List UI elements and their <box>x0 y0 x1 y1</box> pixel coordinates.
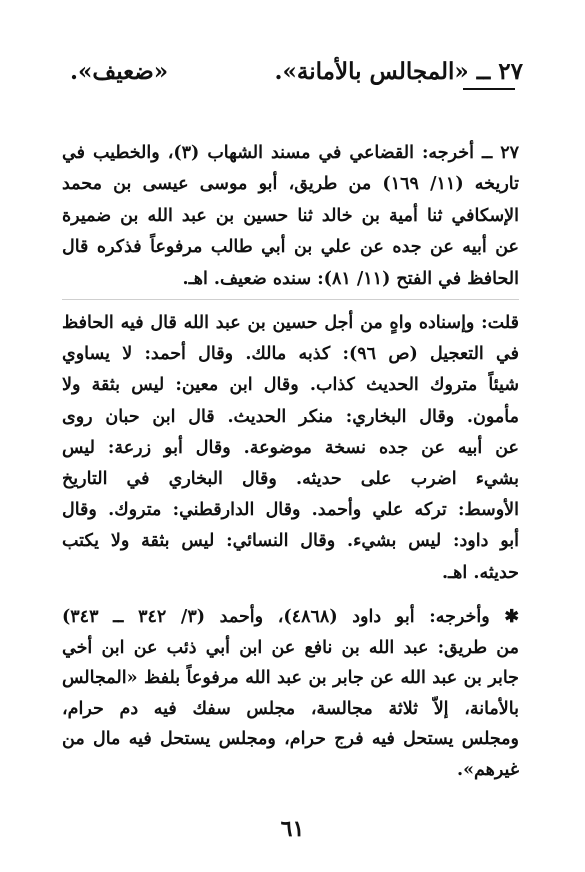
text-line: من طريق: عبد الله بن نافع عن ابن أبي ذئب عن ابن أخي <box>62 637 519 658</box>
text-line: ٢٧ ــ أخرجه: القضاعي في مسند الشهاب (٣)، والخطيب في <box>62 143 519 163</box>
text-line: بالأمانة، إلاّ ثلاثة مجالسة، مجلس سفك فيه دم حرام، <box>62 698 519 719</box>
commentary-paragraph <box>62 308 519 589</box>
text-line: عن أبيه عن جده عن علي بن أبي طالب مرفوعاً فذكره قال <box>62 237 519 258</box>
text-line: عن أبيه عن جده نسخة موضوعة. وقال أبو زرعة: ليس <box>62 437 519 458</box>
text-line: قلت: وإسناده واهٍ من أجل حسين بن عبد الله قال فيه الحافظ <box>62 313 519 333</box>
text-line: ومجلس يستحل فيه فرج حرام، ومجلس يستحل فيه مال من <box>62 729 519 750</box>
text-line: الحافظ في الفتح (١١/ ٨١): سنده ضعيف. اهـ. <box>182 268 519 289</box>
second-takhrij-paragraph <box>62 602 519 786</box>
text-line: حديثه. اهـ. <box>441 562 519 583</box>
text-line: جابر بن عبد الله عن جابر بن عبد الله مرفوعاً بلفظ «المجالس <box>62 668 519 689</box>
text-line: ✱ وأخرجه: أبو داود (٤٨٦٨)، وأحمد (٣/ ٣٤٢ ــ ٣٤٣) <box>62 607 519 627</box>
header-number-underline <box>463 88 515 90</box>
paragraph-divider <box>62 299 519 300</box>
page-number: ٦١ <box>280 816 305 842</box>
text-line: شيئاً متروك الحديث كذاب. وقال ابن معين: ليس بثقة ولا <box>62 375 519 396</box>
text-line: أبو داود: ليس بشيء. وقال النسائي: ليس بثقة ولا يكتب <box>62 531 519 552</box>
text-line: غيرهم». <box>457 759 519 780</box>
hadith-grade: «ضعيف». <box>70 58 169 85</box>
text-line: الإسكافي ثنا أمية بن خالد ثنا حسين بن عبد الله بن ضميرة <box>62 205 519 226</box>
hadith-title: ٢٧ ــ «المجالس بالأمانة». <box>274 58 523 85</box>
text-line: بشيء اضرب على حديثه. وقال البخاري في التاريخ <box>62 468 519 489</box>
text-line: تاريخه (١١/ ١٦٩) من طريق، أبو موسى عيسى بن محمد <box>62 174 519 195</box>
text-line: مأمون. وقال البخاري: منكر الحديث. قال ابن حبان روى <box>62 406 519 427</box>
hadith-header <box>62 52 523 92</box>
takhrij-paragraph <box>62 138 519 295</box>
text-line: في التعجيل (ص ٩٦): كذبه مالك. وقال أحمد: لا يساوي <box>62 344 519 365</box>
text-line: الأوسط: تركه علي وأحمد. وقال الدارقطني: متروك. وقال <box>62 500 519 521</box>
